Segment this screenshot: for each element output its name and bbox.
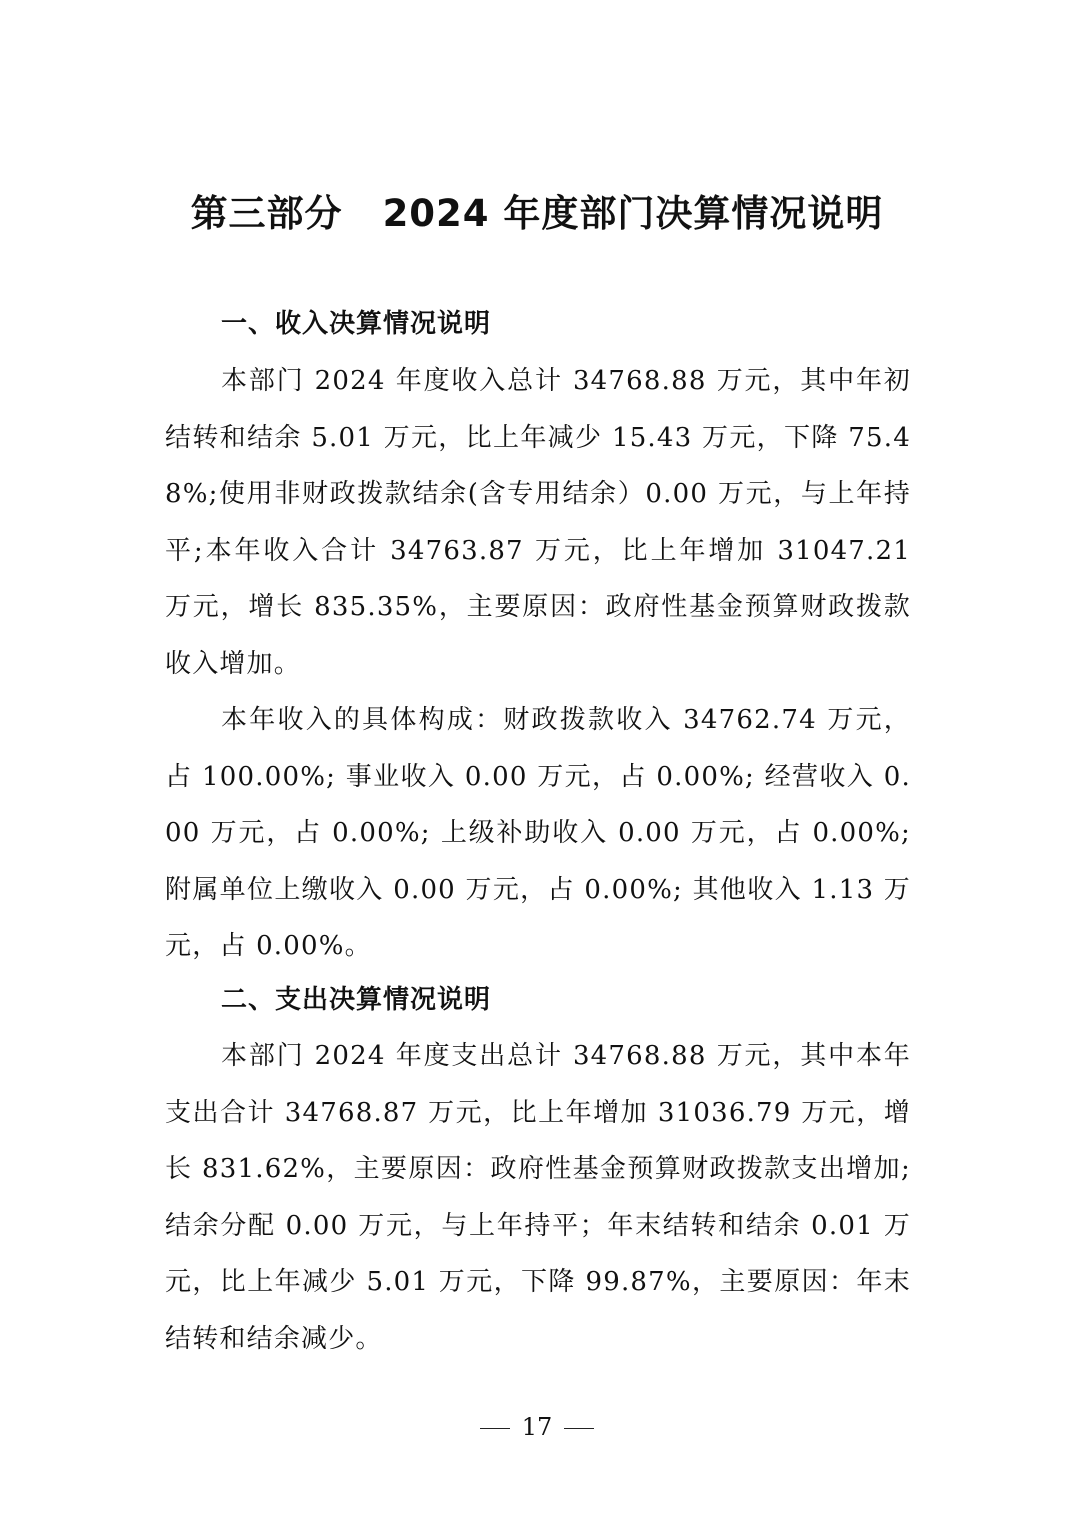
title-main: 2024 年度部门决算情况说明 xyxy=(382,192,884,235)
section-heading-income: 一、收入决算情况说明 xyxy=(221,309,492,339)
page-number-right-dash xyxy=(564,1428,594,1429)
paragraph-income-composition: 本年收入的具体构成：财政拨款收入 34762.74 万元，占 100.00%; 事业收入 0.00 万元，占 0.00%; 经营收入 0.00 万元，占 0.00%; 上级补助收入 0.00 万元，占 0.00%; 附属单位上缴收入 0.00 万元，占 0.00%; 其他收入 1.13 万元，占 0.00%。 xyxy=(165,705,911,962)
paragraph-expenditure-summary: 本部门 2024 年度支出总计 34768.88 万元，其中本年支出合计 34768.87 万元，比上年增加 31036.79 万元，增长 831.62%，主要原因：政府性基金预算财政拨款支出增加;结余分配 0.00 万元，与上年持平；年末结转和结余 0.01 万元，比上年减少 5.01 万元，下降 99.87%，主要原因：年末结转和结余减少。 xyxy=(165,1041,911,1354)
title-part: 第三部分 xyxy=(190,192,343,235)
section-heading-expenditure: 二、支出决算情况说明 xyxy=(221,985,492,1015)
page-number xyxy=(0,1410,1074,1444)
page-number-left-dash xyxy=(480,1428,510,1429)
paragraph-income-summary: 本部门 2024 年度收入总计 34768.88 万元，其中年初结转和结余 5.01 万元，比上年减少 15.43 万元，下降 75.48%;使用非财政拨款结余(含专用结余）0.00 万元，与上年持平;本年收入合计 34763.87 万元，比上年增加 31047.21 万元，增长 835.35%，主要原因：政府性基金预算财政拨款收入增加。 xyxy=(165,366,911,679)
page-number-value: 17 xyxy=(521,1413,553,1441)
page-title xyxy=(0,188,1074,240)
